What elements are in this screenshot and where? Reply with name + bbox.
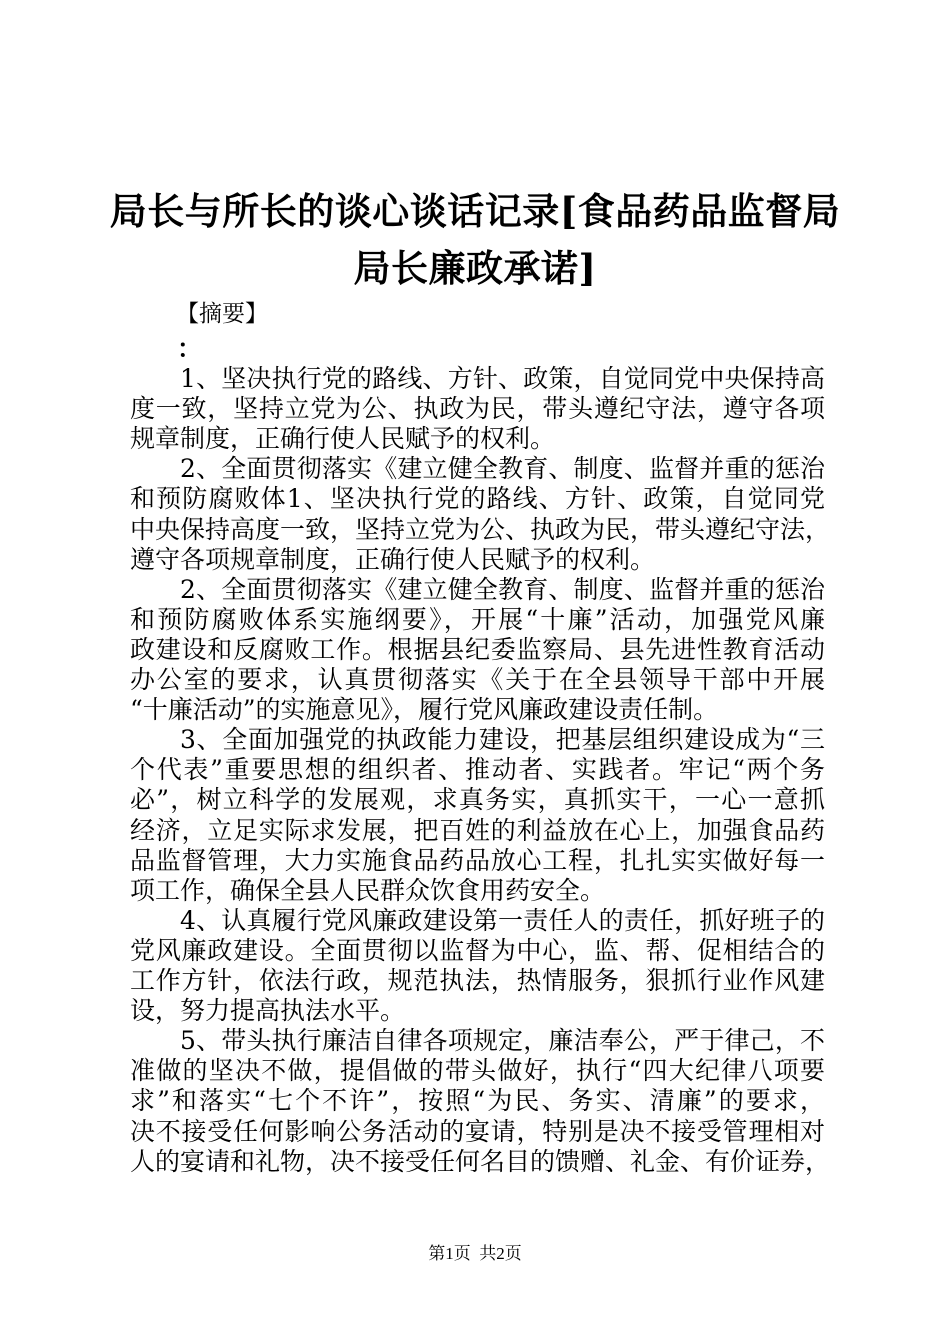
body-line: 经济，立足实际求发展，把百姓的利益放在心上，加强食品药 [130, 816, 825, 845]
page-total: 共2页 [479, 1244, 522, 1263]
body-line: 办公室的要求，认真贯彻落实《关于在全县领导干部中开展 [130, 665, 825, 694]
title-line-1: 局长与所长的谈心谈话记录[食品药品监督局 [109, 189, 841, 233]
body-line: 5、带头执行廉洁自律各项规定，廉洁奉公，严于律己，不 [180, 1026, 825, 1055]
body-line: 和预防腐败体系实施纲要》，开展“十廉”活动，加强党风廉 [130, 605, 825, 634]
body-line: 度一致，坚持立党为公、执政为民，带头遵纪守法，遵守各项 [130, 394, 825, 423]
body-line: 必”，树立科学的发展观，求真务实，真抓实干，一心一意抓 [130, 785, 825, 814]
body-line: 准做的坚决不做，提倡做的带头做好，执行“四大纪律八项要 [130, 1056, 825, 1085]
body-line: 遵守各项规章制度，正确行使人民赋予的权利。 [130, 545, 656, 574]
body-line: 和预防腐败体1、坚决执行党的路线、方针、政策，自觉同党 [130, 484, 825, 513]
page-footer [0, 1245, 950, 1262]
body-line: 设，努力提高执法水平。 [130, 996, 406, 1025]
body-line: 工作方针，依法行政，规范执法，热情服务，狠抓行业作风建 [130, 966, 825, 995]
body-line: 中央保持高度一致，坚持立党为公、执政为民，带头遵纪守法， [130, 515, 831, 544]
page-number: 第1页 [428, 1244, 471, 1263]
body-line: 政建设和反腐败工作。根据县纪委监察局、县先进性教育活动 [130, 635, 825, 664]
body-line: 项工作，确保全县人民群众饮食用药安全。 [130, 876, 606, 905]
body-line: 人的宴请和礼物，决不接受任何名目的馈赠、礼金、有价证券， [130, 1147, 831, 1176]
body-line: 1、坚决执行党的路线、方针、政策，自觉同党中央保持高 [180, 364, 825, 393]
abstract-colon: ： [177, 334, 203, 363]
body-line: 求”和落实“七个不许”，按照“为民、务实、清廉”的要求， [130, 1086, 825, 1115]
abstract-label: 【摘要】 [176, 301, 268, 327]
body-line: “十廉活动”的实施意见》，履行党风廉政建设责任制。 [130, 695, 719, 724]
body-line: 规章制度，正确行使人民赋予的权利。 [130, 424, 556, 453]
body-line: 党风廉政建设。全面贯彻以监督为中心，监、帮、促相结合的 [130, 936, 825, 965]
body-line: 品监督管理，大力实施食品药品放心工程，扎扎实实做好每一 [130, 846, 825, 875]
body-line: 2、全面贯彻落实《建立健全教育、制度、监督并重的惩治 [180, 575, 825, 604]
body-line: 个代表”重要思想的组织者、推动者、实践者。牢记“两个务 [130, 755, 825, 784]
title-line-2: 局长廉政承诺] [353, 246, 597, 290]
body-line: 3、全面加强党的执政能力建设，把基层组织建设成为“三 [180, 725, 825, 754]
body-line: 4、认真履行党风廉政建设第一责任人的责任，抓好班子的 [180, 906, 825, 935]
body-line: 2、全面贯彻落实《建立健全教育、制度、监督并重的惩治 [180, 454, 825, 483]
body-line: 决不接受任何影响公务活动的宴请，特别是决不接受管理相对 [130, 1117, 825, 1146]
